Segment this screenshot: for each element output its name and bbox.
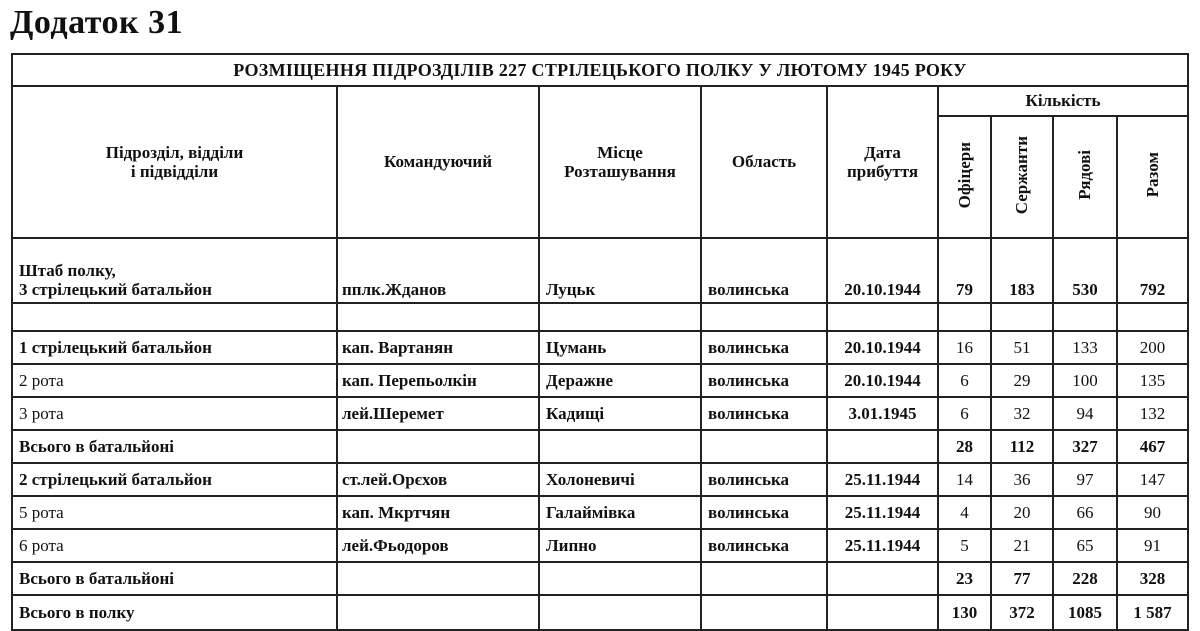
table-row <box>12 238 1188 303</box>
cell-officers: 5 <box>938 529 991 562</box>
header-officers: Офіцери <box>938 116 991 238</box>
header-quantity: Кількість <box>938 86 1188 116</box>
cell-region: волинська <box>701 331 827 364</box>
cell-privates: 133 <box>1053 331 1117 364</box>
cell-region: волинська <box>701 364 827 397</box>
cell-region: волинська <box>701 463 827 496</box>
cell-officers: 14 <box>938 463 991 496</box>
header-unit-line1: Підрозділ, відділи <box>105 142 244 162</box>
cell-privates: 97 <box>1053 463 1117 496</box>
table-row <box>12 496 1188 529</box>
cell-commander: кап. Мкртчян <box>337 496 539 529</box>
header-location-line2: Розташування <box>564 162 676 181</box>
page-heading: Додаток 31 <box>10 4 184 41</box>
cell-unit: Всього в полку <box>12 595 337 630</box>
cell-sergeants: 21 <box>991 529 1053 562</box>
table-row <box>12 463 1188 496</box>
cell-region: волинська <box>701 496 827 529</box>
cell-unit: 3 рота <box>12 397 337 430</box>
header-date-line2: прибуття <box>846 162 919 181</box>
cell-officers: 28 <box>938 430 991 463</box>
cell-location: Деражне <box>539 364 701 397</box>
cell-commander: ст.лей.Орєхов <box>337 463 539 496</box>
cell-officers: 79 <box>938 238 991 303</box>
cell-location: Цумань <box>539 331 701 364</box>
header-date <box>827 86 938 238</box>
cell-privates: 327 <box>1053 430 1117 463</box>
cell-officers: 4 <box>938 496 991 529</box>
header-location <box>539 86 701 238</box>
cell-commander: пплк.Жданов <box>337 238 539 303</box>
cell-date: 25.11.1944 <box>827 529 938 562</box>
header-row <box>12 86 1188 116</box>
cell-total: 132 <box>1117 397 1188 430</box>
cell-commander: кап. Вартанян <box>337 331 539 364</box>
header-unit <box>12 86 337 238</box>
cell-location: Липно <box>539 529 701 562</box>
table-row <box>12 331 1188 364</box>
cell-region: волинська <box>701 529 827 562</box>
cell-privates: 530 <box>1053 238 1117 303</box>
cell-date: 20.10.1944 <box>827 364 938 397</box>
cell-sergeants: 29 <box>991 364 1053 397</box>
cell-total: 91 <box>1117 529 1188 562</box>
cell-unit: 1 стрілецький батальйон <box>12 331 337 364</box>
table-row <box>12 364 1188 397</box>
cell-total: 792 <box>1117 238 1188 303</box>
table-row <box>12 529 1188 562</box>
cell-privates: 1085 <box>1053 595 1117 630</box>
cell-total: 1 587 <box>1117 595 1188 630</box>
cell-officers: 16 <box>938 331 991 364</box>
cell-sergeants: 51 <box>991 331 1053 364</box>
table-title: РОЗМІЩЕННЯ ПІДРОЗДІЛІВ 227 СТРІЛЕЦЬКОГО ПОЛКУ У ЛЮТОМУ 1945 РОКУ <box>12 54 1188 86</box>
cell-total: 328 <box>1117 562 1188 595</box>
table-row <box>12 397 1188 430</box>
cell-total: 467 <box>1117 430 1188 463</box>
cell-sergeants: 77 <box>991 562 1053 595</box>
subtotal-row <box>12 562 1188 595</box>
cell-sergeants: 36 <box>991 463 1053 496</box>
cell-privates: 228 <box>1053 562 1117 595</box>
cell-region: волинська <box>701 238 827 303</box>
cell-sergeants: 32 <box>991 397 1053 430</box>
cell-location: Галаймівка <box>539 496 701 529</box>
cell-total: 90 <box>1117 496 1188 529</box>
cell-unit: 5 рота <box>12 496 337 529</box>
cell-location: Кадищі <box>539 397 701 430</box>
cell-commander: лей.Фьодоров <box>337 529 539 562</box>
cell-date: 25.11.1944 <box>827 463 938 496</box>
regiment-table <box>11 53 1189 631</box>
header-location-line1: Місце <box>597 142 643 162</box>
cell-officers: 6 <box>938 397 991 430</box>
header-sergeants: Сержанти <box>991 116 1053 238</box>
cell-sergeants: 183 <box>991 238 1053 303</box>
cell-total: 200 <box>1117 331 1188 364</box>
cell-unit: Штаб полку, 3 стрілецький батальйон <box>12 238 337 303</box>
cell-region: волинська <box>701 397 827 430</box>
cell-privates: 65 <box>1053 529 1117 562</box>
cell-date: 20.10.1944 <box>827 238 938 303</box>
cell-unit: Всього в батальйоні <box>12 430 337 463</box>
empty-row <box>12 303 1188 331</box>
header-privates: Рядові <box>1053 116 1117 238</box>
cell-location: Холоневичі <box>539 463 701 496</box>
cell-privates: 66 <box>1053 496 1117 529</box>
cell-sergeants: 20 <box>991 496 1053 529</box>
cell-location: Луцьк <box>539 238 701 303</box>
cell-total: 135 <box>1117 364 1188 397</box>
cell-officers: 130 <box>938 595 991 630</box>
header-unit-line2: і підвідділи <box>130 162 219 181</box>
cell-date: 20.10.1944 <box>827 331 938 364</box>
cell-unit: 2 рота <box>12 364 337 397</box>
cell-privates: 100 <box>1053 364 1117 397</box>
cell-total: 147 <box>1117 463 1188 496</box>
table-title-row <box>12 54 1188 86</box>
header-total: Разом <box>1117 116 1188 238</box>
header-date-line1: Дата <box>864 142 901 162</box>
cell-officers: 6 <box>938 364 991 397</box>
cell-commander: лей.Шеремет <box>337 397 539 430</box>
cell-date: 25.11.1944 <box>827 496 938 529</box>
cell-unit: 6 рота <box>12 529 337 562</box>
cell-sergeants: 372 <box>991 595 1053 630</box>
grand-total-row <box>12 595 1188 630</box>
cell-unit: Всього в батальйоні <box>12 562 337 595</box>
subtotal-row <box>12 430 1188 463</box>
header-commander: Командуючий <box>337 86 539 238</box>
cell-unit: 2 стрілецький батальйон <box>12 463 337 496</box>
cell-sergeants: 112 <box>991 430 1053 463</box>
cell-date: 3.01.1945 <box>827 397 938 430</box>
header-region: Область <box>701 86 827 238</box>
cell-officers: 23 <box>938 562 991 595</box>
cell-commander: кап. Перепьолкін <box>337 364 539 397</box>
cell-privates: 94 <box>1053 397 1117 430</box>
